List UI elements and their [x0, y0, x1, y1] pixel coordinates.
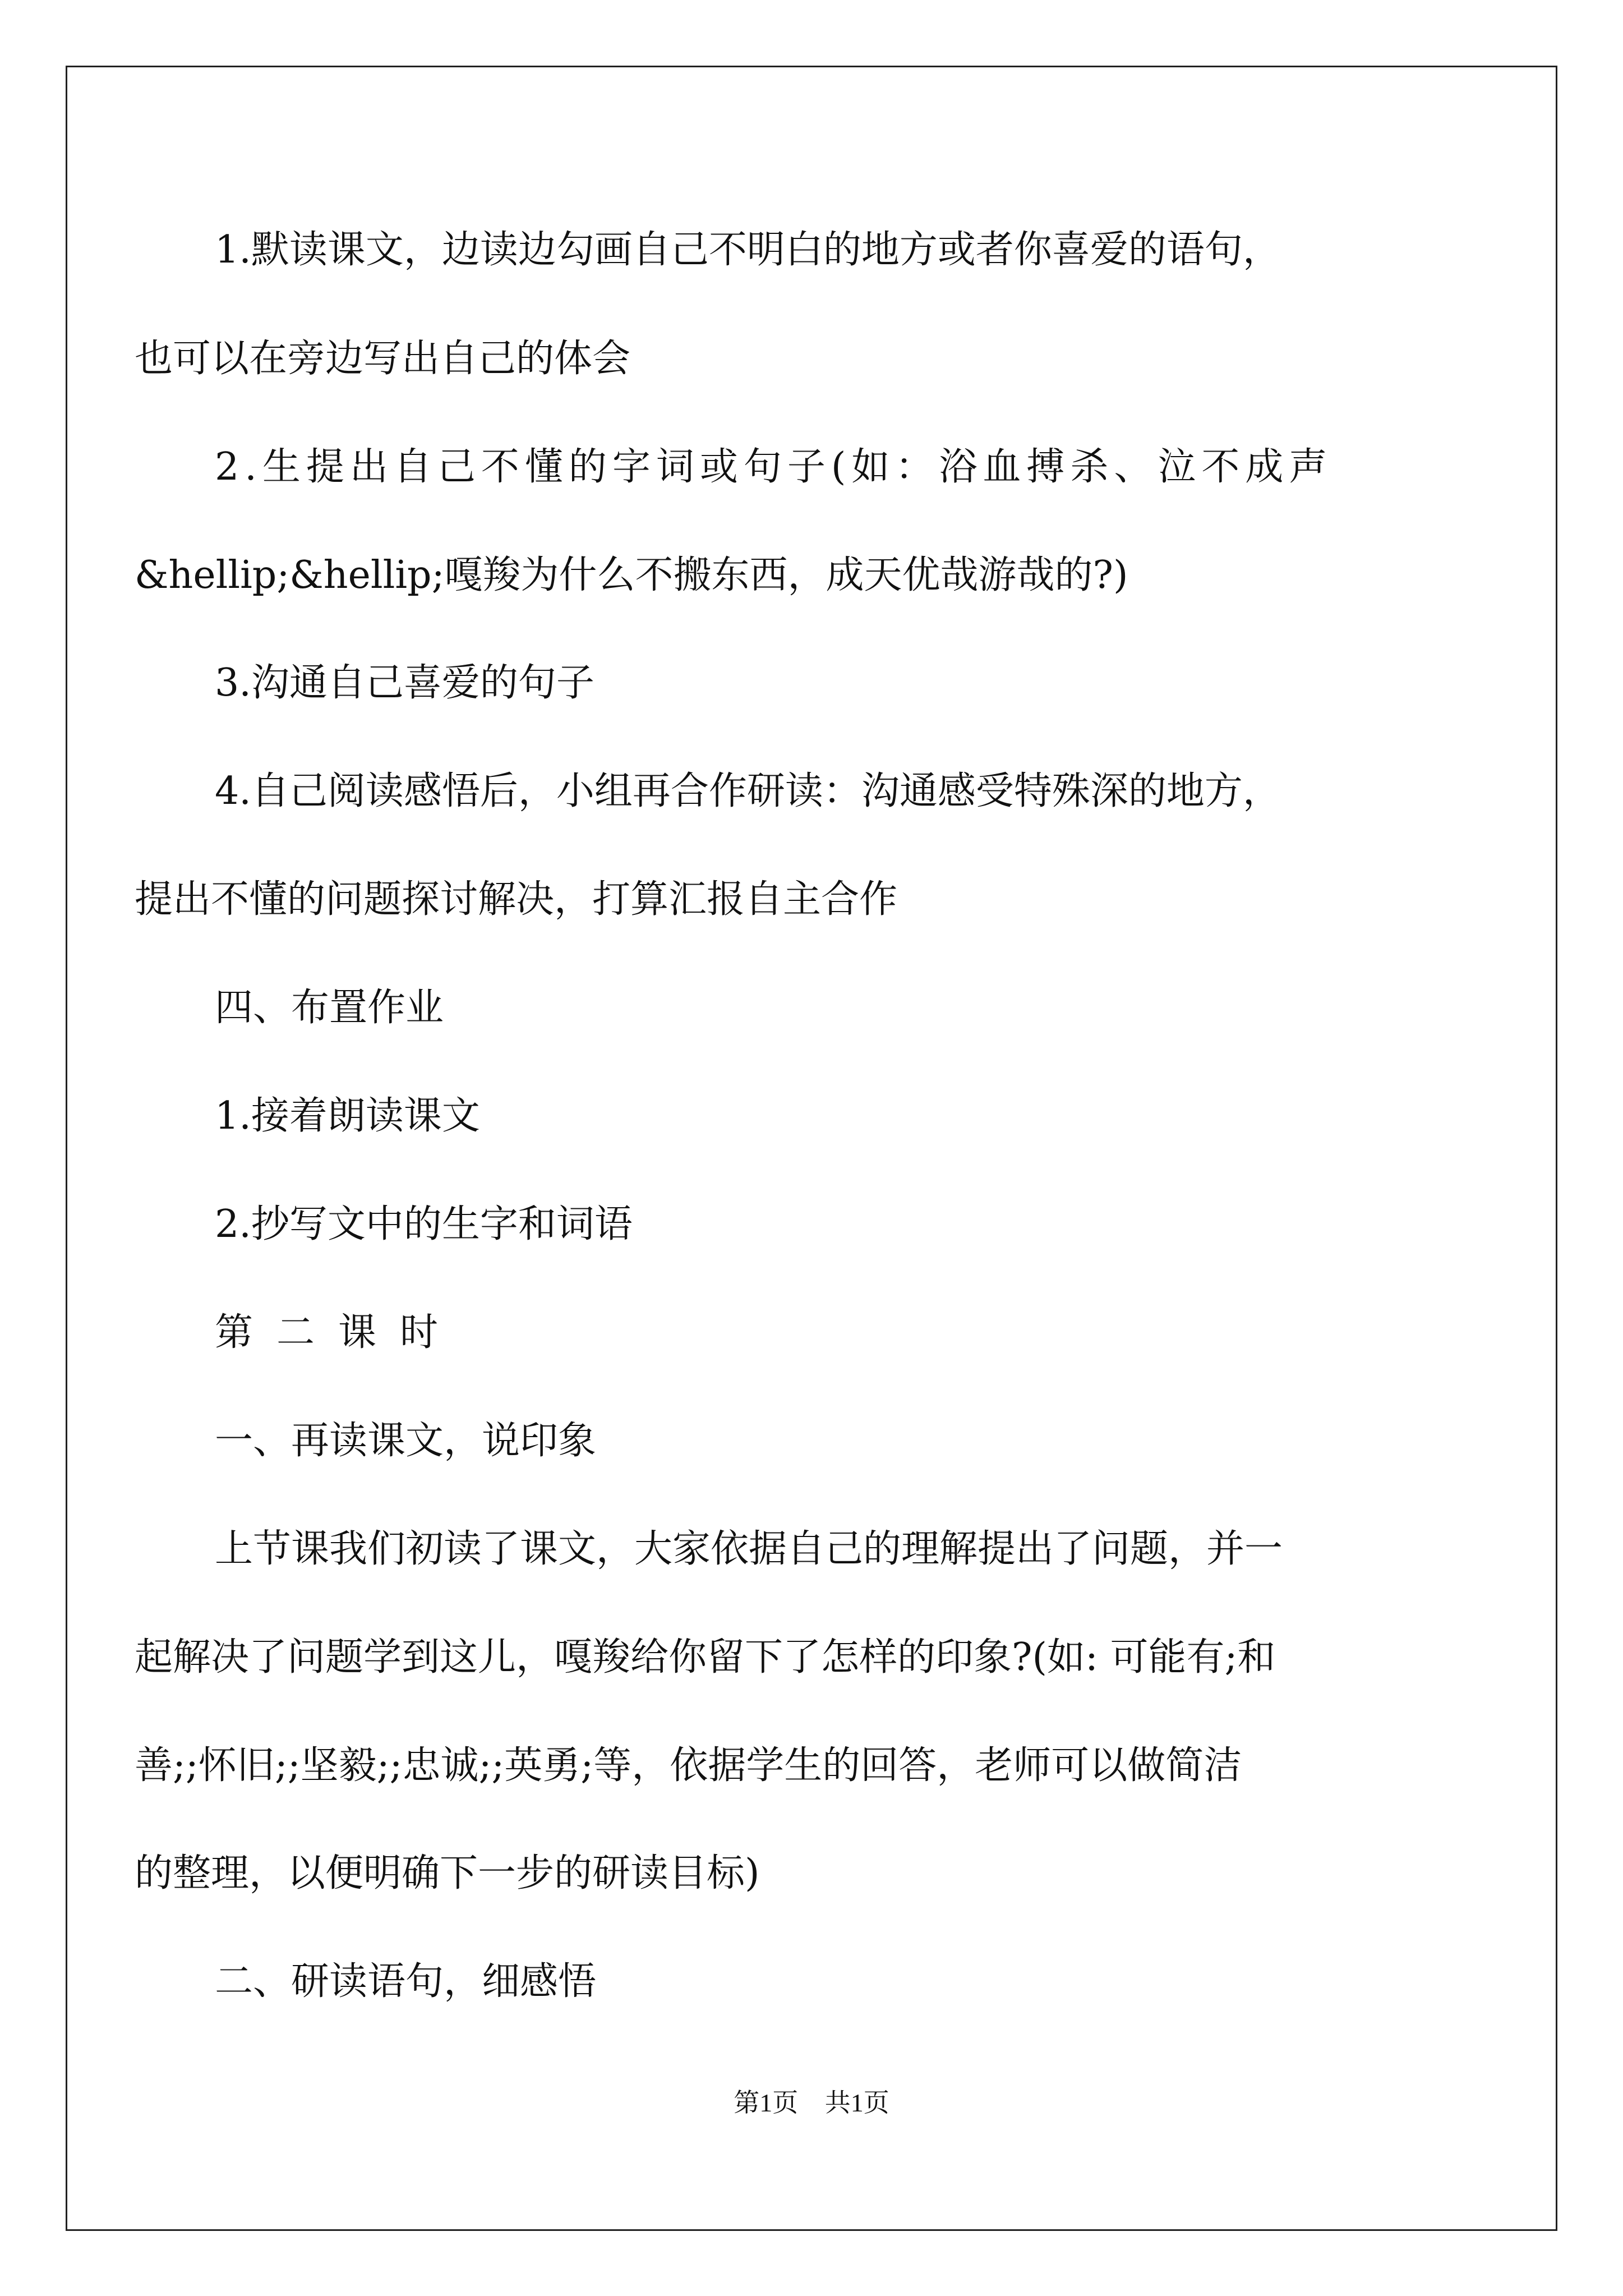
paragraph-line: &hellip;&hellip;嘎羧为什么不搬东西，成天优哉游哉的?): [135, 553, 1128, 597]
page-footer: [0, 2082, 1623, 2119]
paragraph-line: 2.抄写文中的生字和词语: [215, 1202, 633, 1246]
page-total: 共1页: [824, 2088, 889, 2117]
page-number: 第1页: [734, 2088, 799, 2117]
paragraph-line: 提出不懂的问题探讨解决，打算汇报自主合作: [135, 877, 898, 922]
paragraph-line: 善;;怀旧;;坚毅;;忠诚;;英勇;等，依据学生的回答，老师可以做简洁: [135, 1743, 1242, 1788]
paragraph-line: 3.沟通自己喜爱的句子: [215, 661, 594, 705]
paragraph-line: 的整理，以便明确下一步的研读目标): [135, 1851, 760, 1895]
paragraph-line: 起解决了问题学到这儿，嘎羧给你留下了怎样的印象?(如: 可能有;和: [135, 1635, 1276, 1680]
lesson-heading: 第二课时: [215, 1310, 462, 1355]
paragraph-line: 也可以在旁边写出自己的体会: [135, 337, 631, 381]
paragraph-line: 1.接着朗读课文: [215, 1094, 480, 1138]
paragraph-line: 上节课我们初读了课文，大家依据自己的理解提出了问题，并一: [215, 1527, 1283, 1571]
page-border: [66, 66, 1557, 2231]
section-heading: 二、研读语句，细感悟: [215, 1959, 597, 2004]
section-heading: 一、再读课文，说印象: [215, 1419, 597, 1463]
paragraph-line: 4.自己阅读感悟后，小组再合作研读：沟通感受特殊深的地方，: [215, 769, 1281, 813]
paragraph-line: 1.默读课文，边读边勾画自己不明白的地方或者你喜爱的语句，: [215, 228, 1281, 272]
section-heading: 四、布置作业: [215, 986, 444, 1030]
paragraph-line: 2.生提出自己不懂的字词或句子(如：浴血搏杀、泣不成声: [215, 445, 1333, 489]
